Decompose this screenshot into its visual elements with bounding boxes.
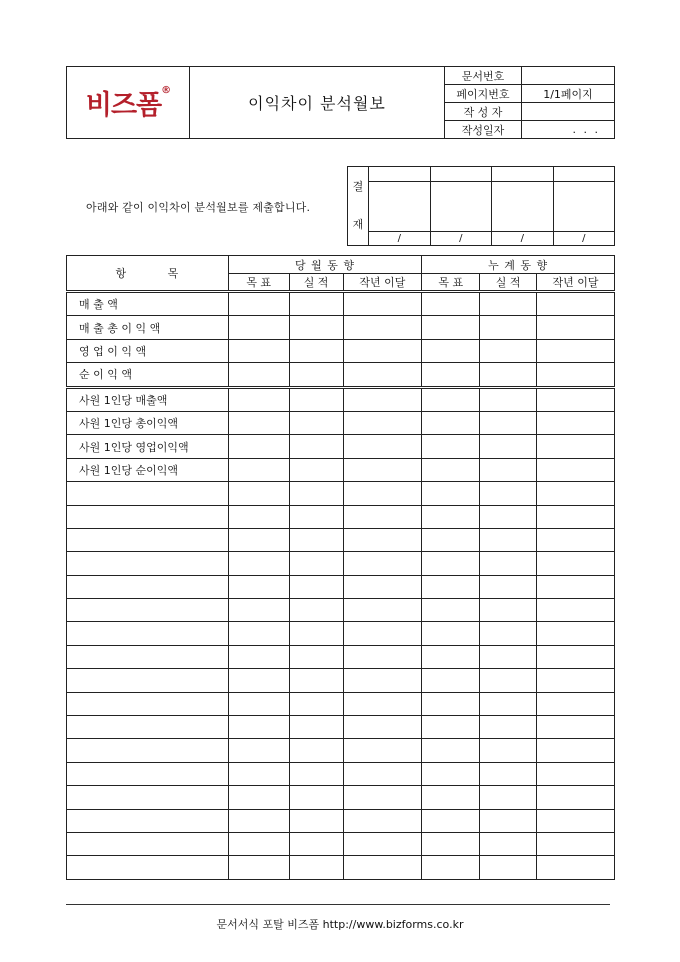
value-cell[interactable] — [228, 363, 289, 387]
value-cell[interactable] — [422, 292, 480, 316]
value-cell[interactable] — [422, 435, 480, 458]
value-cell[interactable] — [480, 856, 537, 879]
value-cell[interactable] — [480, 482, 537, 505]
value-cell[interactable] — [422, 599, 480, 622]
value-cell[interactable] — [289, 809, 343, 832]
row-item-label — [67, 622, 229, 645]
table-row — [67, 762, 615, 785]
table-row — [67, 363, 615, 387]
approver-sign-3[interactable] — [492, 181, 554, 232]
value-cell[interactable] — [480, 739, 537, 762]
value-cell[interactable] — [480, 622, 537, 645]
table-row — [67, 339, 615, 362]
table-row — [67, 856, 615, 879]
row-item-label — [67, 575, 229, 598]
value-cell[interactable] — [480, 716, 537, 739]
value-cell[interactable] — [422, 387, 480, 411]
value-cell[interactable] — [537, 482, 615, 505]
table-row — [67, 411, 615, 434]
value-cell[interactable] — [480, 575, 537, 598]
value-cell[interactable] — [228, 435, 289, 458]
value-cell[interactable] — [289, 786, 343, 809]
value-cell[interactable] — [228, 505, 289, 528]
value-cell[interactable] — [480, 316, 537, 339]
value-cell[interactable] — [289, 622, 343, 645]
value-cell[interactable] — [422, 809, 480, 832]
value-cell[interactable] — [480, 786, 537, 809]
value-cell[interactable] — [289, 435, 343, 458]
cumulative-header: 누 계 동 향 — [422, 256, 615, 274]
value-cell[interactable] — [343, 669, 422, 692]
value-cell[interactable] — [537, 458, 615, 481]
approver-sign-1[interactable] — [369, 181, 431, 232]
logo-cell — [67, 67, 190, 139]
value-cell[interactable] — [480, 528, 537, 551]
value-cell[interactable] — [480, 832, 537, 855]
value-cell[interactable] — [537, 716, 615, 739]
value-cell[interactable] — [422, 411, 480, 434]
sub-header: 작년 이달 — [343, 274, 422, 292]
value-cell[interactable] — [480, 552, 537, 575]
row-item-label: 사원 1인당 매출액 — [67, 387, 229, 411]
value-cell[interactable] — [422, 692, 480, 715]
value-cell[interactable] — [480, 363, 537, 387]
approver-date-1[interactable]: / — [369, 232, 431, 246]
value-cell[interactable] — [422, 458, 480, 481]
table-row — [67, 435, 615, 458]
document-header — [66, 66, 615, 139]
value-cell[interactable] — [343, 411, 422, 434]
value-cell[interactable] — [228, 856, 289, 879]
value-cell[interactable] — [422, 669, 480, 692]
row-item-label — [67, 505, 229, 528]
table-row — [67, 809, 615, 832]
table-row — [67, 575, 615, 598]
value-cell[interactable] — [480, 458, 537, 481]
value-cell[interactable] — [228, 669, 289, 692]
row-item-label: 사원 1인당 총이익액 — [67, 411, 229, 434]
value-cell[interactable] — [228, 645, 289, 668]
value-cell[interactable] — [480, 599, 537, 622]
table-row — [67, 832, 615, 855]
footer-divider — [66, 904, 610, 905]
value-cell[interactable] — [228, 716, 289, 739]
value-cell[interactable] — [537, 387, 615, 411]
approver-date-4[interactable]: / — [553, 232, 615, 246]
item-header: 항 목 — [67, 256, 229, 292]
row-item-label: 사원 1인당 영업이익액 — [67, 435, 229, 458]
value-cell[interactable] — [422, 316, 480, 339]
current-month-header: 당 월 동 향 — [228, 256, 422, 274]
value-cell[interactable] — [289, 692, 343, 715]
approver-title-4[interactable] — [553, 167, 615, 182]
registered-mark: ® — [161, 85, 171, 96]
value-cell[interactable] — [480, 762, 537, 785]
value-cell[interactable] — [480, 411, 537, 434]
value-cell[interactable] — [537, 552, 615, 575]
page-number-label: 페이지번호 — [445, 85, 522, 103]
row-item-label — [67, 832, 229, 855]
value-cell[interactable] — [480, 505, 537, 528]
bizforms-logo: 비즈폼® — [85, 85, 171, 121]
value-cell[interactable] — [343, 809, 422, 832]
row-item-label — [67, 739, 229, 762]
row-item-label — [67, 599, 229, 622]
row-item-label — [67, 786, 229, 809]
value-cell[interactable] — [343, 832, 422, 855]
value-cell[interactable] — [289, 832, 343, 855]
value-cell[interactable] — [422, 832, 480, 855]
value-cell[interactable] — [422, 505, 480, 528]
footer-text: 문서서식 포탈 비즈폼 http://www.bizforms.co.kr — [216, 918, 464, 931]
value-cell[interactable] — [537, 786, 615, 809]
table-row — [67, 528, 615, 551]
row-item-label — [67, 692, 229, 715]
value-cell[interactable] — [289, 505, 343, 528]
intro-text: 아래와 같이 이익차이 분석월보를 제출합니다. — [86, 201, 311, 214]
value-cell[interactable] — [343, 716, 422, 739]
document-title: 이익차이 분석월보 — [190, 67, 445, 139]
value-cell[interactable] — [537, 669, 615, 692]
sub-header: 목 표 — [228, 274, 289, 292]
value-cell[interactable] — [422, 528, 480, 551]
value-cell[interactable] — [228, 552, 289, 575]
value-cell[interactable] — [343, 599, 422, 622]
value-cell[interactable] — [228, 622, 289, 645]
value-cell[interactable] — [289, 599, 343, 622]
row-item-label — [67, 856, 229, 879]
value-cell[interactable] — [289, 552, 343, 575]
value-cell[interactable] — [289, 575, 343, 598]
value-cell[interactable] — [480, 339, 537, 362]
row-item-label: 매 출 액 — [67, 292, 229, 316]
row-item-label — [67, 669, 229, 692]
value-cell[interactable] — [228, 786, 289, 809]
value-cell[interactable] — [343, 856, 422, 879]
value-cell[interactable] — [289, 856, 343, 879]
value-cell[interactable] — [289, 482, 343, 505]
value-cell[interactable] — [228, 832, 289, 855]
row-item-label — [67, 809, 229, 832]
table-row — [67, 482, 615, 505]
table-row — [67, 692, 615, 715]
value-cell[interactable] — [343, 739, 422, 762]
value-cell[interactable] — [289, 528, 343, 551]
value-cell[interactable] — [343, 645, 422, 668]
value-cell[interactable] — [422, 716, 480, 739]
value-cell[interactable] — [343, 482, 422, 505]
value-cell[interactable] — [537, 528, 615, 551]
value-cell[interactable] — [537, 505, 615, 528]
value-cell[interactable] — [480, 292, 537, 316]
approver-title-2[interactable] — [430, 167, 492, 182]
row-item-label — [67, 645, 229, 668]
value-cell[interactable] — [343, 552, 422, 575]
value-cell[interactable] — [343, 528, 422, 551]
approval-side-label: 결 재 — [348, 167, 369, 246]
value-cell[interactable] — [422, 645, 480, 668]
table-row — [67, 599, 615, 622]
value-cell[interactable] — [343, 316, 422, 339]
row-item-label: 영 업 이 익 액 — [67, 339, 229, 362]
row-item-label — [67, 482, 229, 505]
table-row — [67, 387, 615, 411]
value-cell[interactable] — [537, 645, 615, 668]
value-cell[interactable] — [289, 669, 343, 692]
table-row — [67, 316, 615, 339]
table-row — [67, 786, 615, 809]
value-cell[interactable] — [343, 339, 422, 362]
value-cell[interactable] — [537, 809, 615, 832]
approval-box — [347, 166, 615, 246]
value-cell[interactable] — [537, 692, 615, 715]
sub-header: 실 적 — [289, 274, 343, 292]
value-cell[interactable] — [537, 411, 615, 434]
value-cell[interactable] — [228, 458, 289, 481]
value-cell[interactable] — [343, 692, 422, 715]
value-cell[interactable] — [422, 856, 480, 879]
approver-title-3[interactable] — [492, 167, 554, 182]
value-cell[interactable] — [289, 458, 343, 481]
value-cell[interactable] — [422, 482, 480, 505]
value-cell[interactable] — [228, 762, 289, 785]
approver-sign-4[interactable] — [553, 181, 615, 232]
value-cell[interactable] — [422, 762, 480, 785]
value-cell[interactable] — [480, 645, 537, 668]
value-cell[interactable] — [480, 669, 537, 692]
table-row — [67, 716, 615, 739]
approver-title-1[interactable] — [369, 167, 431, 182]
row-item-label — [67, 528, 229, 551]
row-item-label: 매 출 총 이 익 액 — [67, 316, 229, 339]
value-cell[interactable] — [422, 622, 480, 645]
value-cell[interactable] — [289, 716, 343, 739]
value-cell[interactable] — [422, 339, 480, 362]
row-item-label — [67, 716, 229, 739]
row-item-label: 순 이 익 액 — [67, 363, 229, 387]
value-cell[interactable] — [289, 339, 343, 362]
value-cell[interactable] — [289, 387, 343, 411]
value-cell[interactable] — [343, 505, 422, 528]
value-cell[interactable] — [228, 575, 289, 598]
value-cell[interactable] — [228, 316, 289, 339]
row-item-label: 사원 1인당 순이익액 — [67, 458, 229, 481]
value-cell[interactable] — [289, 762, 343, 785]
value-cell[interactable] — [228, 387, 289, 411]
value-cell[interactable] — [228, 292, 289, 316]
value-cell[interactable] — [228, 482, 289, 505]
value-cell[interactable] — [343, 387, 422, 411]
value-cell[interactable] — [480, 435, 537, 458]
value-cell[interactable] — [480, 692, 537, 715]
author-label: 작 성 자 — [445, 103, 522, 121]
value-cell[interactable] — [289, 292, 343, 316]
value-cell[interactable] — [537, 832, 615, 855]
value-cell[interactable] — [480, 387, 537, 411]
value-cell[interactable] — [228, 739, 289, 762]
value-cell[interactable] — [537, 435, 615, 458]
value-cell[interactable] — [289, 411, 343, 434]
table-row — [67, 505, 615, 528]
value-cell[interactable] — [537, 575, 615, 598]
table-row — [67, 552, 615, 575]
value-cell[interactable] — [537, 363, 615, 387]
value-cell[interactable] — [343, 762, 422, 785]
value-cell[interactable] — [422, 739, 480, 762]
sub-header: 실 적 — [480, 274, 537, 292]
value-cell[interactable] — [343, 292, 422, 316]
row-item-label — [67, 552, 229, 575]
doc-number-label: 문서번호 — [445, 67, 522, 85]
sub-header: 작년 이달 — [537, 274, 615, 292]
value-cell[interactable] — [289, 645, 343, 668]
value-cell[interactable] — [422, 575, 480, 598]
value-cell[interactable] — [343, 575, 422, 598]
value-cell[interactable] — [343, 363, 422, 387]
sub-header: 목 표 — [422, 274, 480, 292]
table-row — [67, 622, 615, 645]
value-cell[interactable] — [343, 458, 422, 481]
value-cell[interactable] — [228, 599, 289, 622]
table-row — [67, 292, 615, 316]
approver-sign-2[interactable] — [430, 181, 492, 232]
value-cell[interactable] — [228, 809, 289, 832]
value-cell[interactable] — [537, 622, 615, 645]
value-cell[interactable] — [537, 762, 615, 785]
value-cell[interactable] — [422, 363, 480, 387]
value-cell[interactable] — [537, 739, 615, 762]
value-cell[interactable] — [537, 316, 615, 339]
value-cell[interactable] — [289, 363, 343, 387]
value-cell[interactable] — [289, 316, 343, 339]
value-cell[interactable] — [228, 692, 289, 715]
approver-date-2[interactable]: / — [430, 232, 492, 246]
author-value[interactable] — [522, 103, 615, 121]
value-cell[interactable] — [228, 528, 289, 551]
value-cell[interactable] — [228, 339, 289, 362]
value-cell[interactable] — [422, 786, 480, 809]
table-row — [67, 669, 615, 692]
profit-analysis-table — [66, 255, 615, 880]
value-cell[interactable] — [289, 739, 343, 762]
doc-number-value[interactable] — [522, 67, 615, 85]
table-row — [67, 645, 615, 668]
value-cell[interactable] — [422, 552, 480, 575]
value-cell[interactable] — [480, 809, 537, 832]
value-cell[interactable] — [537, 856, 615, 879]
value-cell[interactable] — [343, 622, 422, 645]
table-row — [67, 458, 615, 481]
value-cell[interactable] — [537, 599, 615, 622]
value-cell[interactable] — [537, 292, 615, 316]
date-label: 작성일자 — [445, 121, 522, 139]
value-cell[interactable] — [343, 435, 422, 458]
date-value[interactable]: . . . — [522, 121, 615, 139]
value-cell[interactable] — [228, 411, 289, 434]
value-cell[interactable] — [537, 339, 615, 362]
row-item-label — [67, 762, 229, 785]
value-cell[interactable] — [343, 786, 422, 809]
page-number-value[interactable]: 1/1페이지 — [522, 85, 615, 103]
approver-date-3[interactable]: / — [492, 232, 554, 246]
table-row — [67, 739, 615, 762]
